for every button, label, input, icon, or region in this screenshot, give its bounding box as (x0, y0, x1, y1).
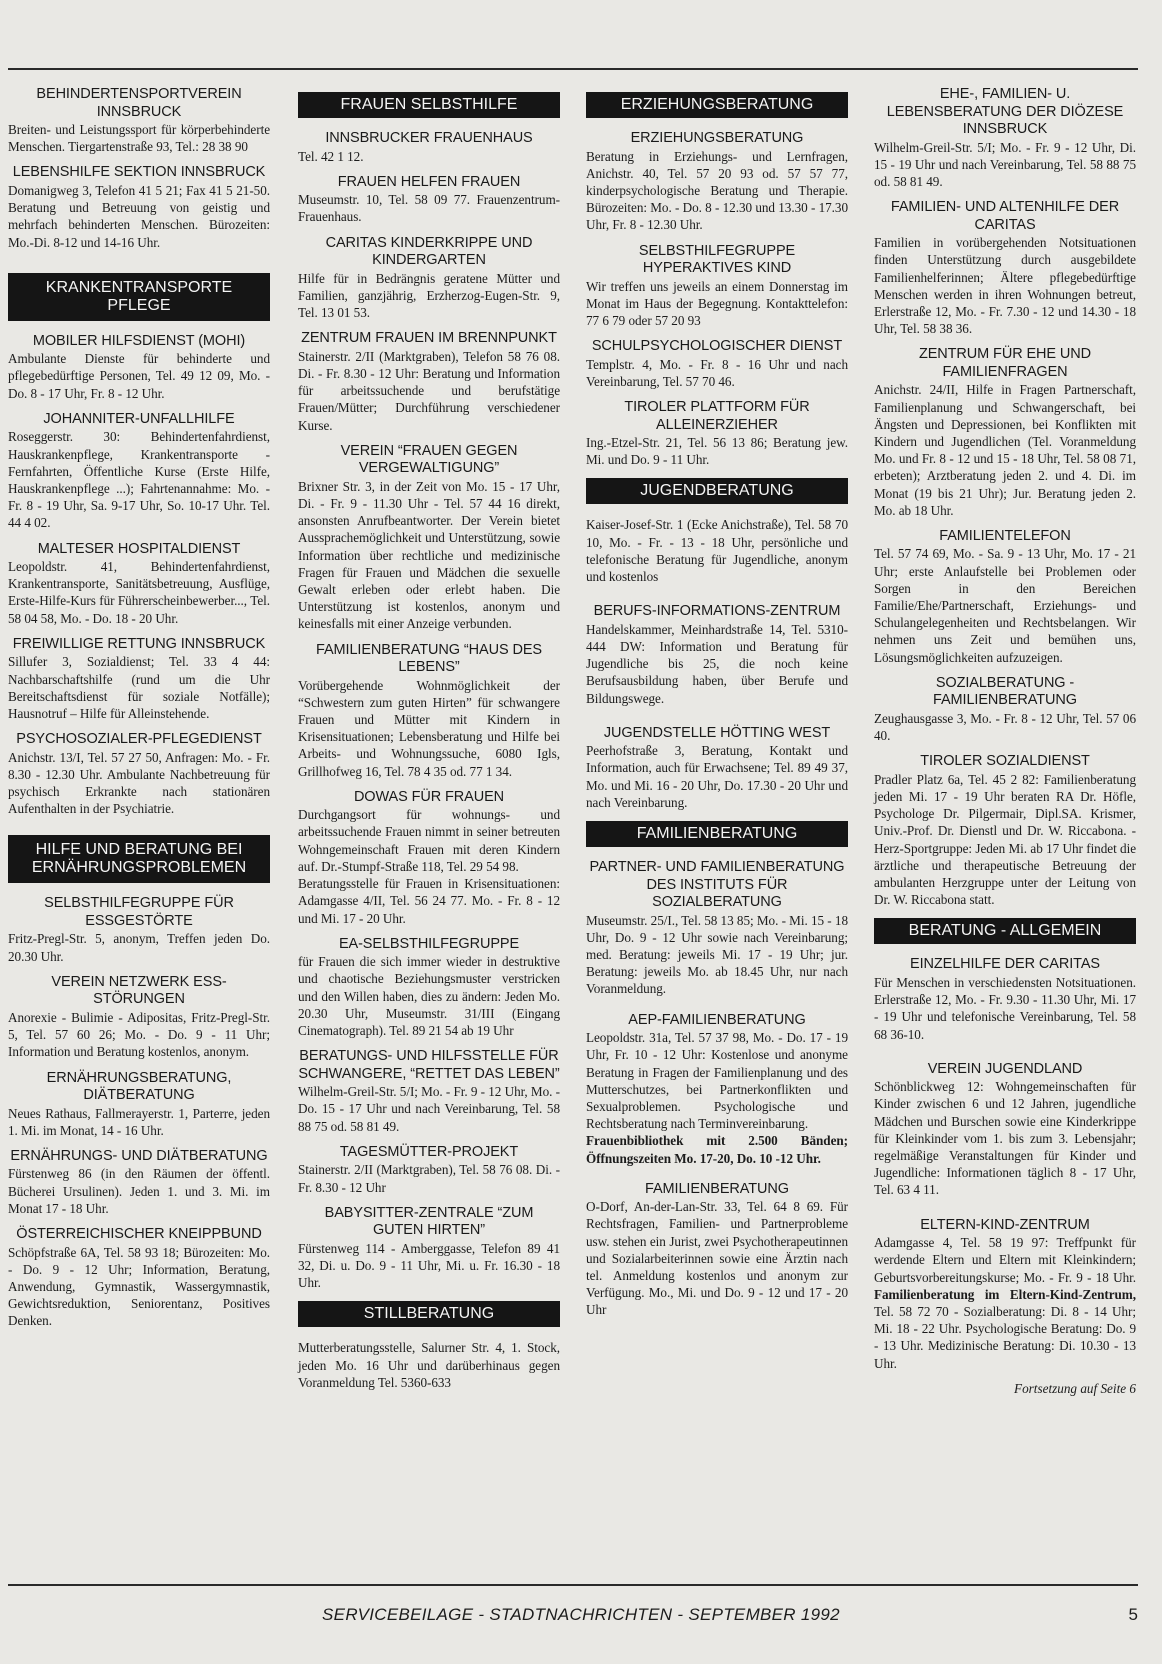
entry-title: ÖSTERREICHISCHER KNEIPPBUND (16, 1226, 262, 1243)
entry-body: Leopoldstr. 31a, Tel. 57 37 98, Mo. - Do. 17 - 19 Uhr, Fr. 10 - 12 Uhr: Kostenlose und anonyme Beratung in Fragen der Familienplanung und des Mutterschutzes, bei Partnerkonflikten und Sexualproblemen. Psychologische und Rechtsberatung nach Terminvereinbarung. (586, 1030, 848, 1132)
top-rule (8, 68, 1138, 70)
entry-title: TIROLER PLATTFORM FÜR ALLEINERZIEHER (624, 399, 810, 433)
entry-body: Vorübergehende Wohnmöglichkeit der “Schwestern zum guten Hirten” für schwangere Frauen und Mütter mit Kindern in Krisensituationen; Lebensberatung und Hilfe bei Arbeits- und Wohnungssuche, 6080 Igls, Grillhofweg 16, Tel. 78 4 35 od. 77 1 34. (298, 677, 560, 779)
entry-title: BABYSITTER-ZENTRALE “ZUM GUTEN HIRTEN” (324, 1204, 534, 1239)
entry-title: FAMILIENBERATUNG “HAUS DES LEBENS” (316, 641, 542, 676)
entry-body: Kaiser-Josef-Str. 1 (Ecke Anichstraße), Tel. 58 70 10, Mo. - Fr. - 13 - 18 Uhr, persönliche und telefonische Beratung für Jugendliche, anonym und kostenlos (586, 517, 848, 585)
section-heading-erziehungsberatung: ERZIEHUNGSBERATUNG (586, 92, 848, 118)
entry-body: Wir treffen uns jeweils an einem Donnerstag im Monat im Haus der Begegnung. Kontakttelefon: 77 6 79 oder 57 20 93 (586, 278, 848, 328)
entry-body: Zeughausgasse 3, Mo. - Fr. 8 - 12 Uhr, Tel. 57 06 40. (874, 710, 1136, 744)
entry-title: VEREIN JUGENDLAND (927, 1060, 1083, 1077)
entry-body: Für Menschen in verschiedensten Notsituationen. Erlerstraße 12, Mo. - Fr. 9.30 - 11.30 Uhr, Mi. 17 - 19 Uhr und telefonische Vereinbarung, Tel. 58 68 36-10. (874, 974, 1136, 1042)
entry-body: Beratung in Erziehungs- und Lernfragen, Anichstr. 40, Tel. 57 20 93 od. 57 57 77, kinderpsychologische Beratung und Therapie. Bürozeiten: Mo. - Do. 8 - 12.30 und 13.30 - 17.30 Uhr, Fr. 8 - 12.30 Uhr. (586, 148, 848, 233)
entry-title: EINZELHILFE DER CARITAS (910, 956, 1100, 973)
entry-title: SCHULPSYCHOLOGISCHER DIENST (591, 338, 843, 355)
entry-body: Brixner Str. 3, in der Zeit von Mo. 15 - 17 Uhr, Di. - Fr. 9 - 11.30 Uhr - Tel. 57 44 16 direkt, ansonsten Anrufbeantworter. Der Verein bietet Aussprachemöglichkeit und Unterstützung, sowie Information über rechtliche und medizinische Fragen für Frauen und Mädchen die sexuelle Gewalt erleben oder erlebt haben. Die Unterstützung ist kostenlos, anonym und keinesfalls mit einer Anzeige verbunden. (298, 478, 560, 632)
entry-body-highlight: Familienberatung im Eltern-Kind-Zentrum, (874, 1286, 1136, 1302)
entry-body: Roseggerstr. 30: Behindertenfahrdienst, Hauskrankenpflege, Krankentransporte - Fernfahrten, Öffentliche Kurse (Erste Hilfe, Hauskrankenpflege ...); Fahrtenannahme: Mo. - Fr. 8 - 19 Uhr, Sa. 9-17 Uhr, So. 10-17 Uhr. Tel. 44 4 02. (8, 429, 270, 531)
entry-title: FAMILIEN- UND ALTENHILFE DER CARITAS (890, 199, 1120, 233)
directory-columns (8, 86, 1140, 1571)
entry-title: EHE-, FAMILIEN- U. LEBENSBERATUNG DER DIÖZESE INNSBRUCK (886, 86, 1124, 137)
entry-title: LEBENSHILFE SEKTION INNSBRUCK (12, 164, 266, 181)
entry-title: CARITAS KINDERKRIPPE UND KINDERGARTEN (325, 234, 533, 269)
section-heading-krankentransporte: KRANKENTRANSPORTE PFLEGE (8, 273, 270, 321)
entry-body: Domanigweg 3, Telefon 41 5 21; Fax 41 5 21-50. Beratung und Betreuung von geistig und mehrfach behinderten Menschen. Bürozeiten: Mo.-Di. 8-12 und 14-16 Uhr. (8, 182, 270, 250)
section-heading-jugendberatung: JUGENDBERATUNG (586, 478, 848, 504)
entry-body: Fürstenweg 86 (in den Räumen der öffentl. Bücherei Ursulinen). Jeden 1. und 3. Mi. im Monat 17 - 18 Uhr. (8, 1166, 270, 1216)
entry-title: MALTESER HOSPITALDIENST (37, 540, 241, 557)
entry-title: VEREIN “FRAUEN GEGEN VERGEWALTIGUNG” (340, 442, 518, 477)
entry-title: BEHINDERTENSPORTVEREIN INNSBRUCK (36, 86, 242, 120)
entry-title: DOWAS FÜR FRAUEN (353, 788, 505, 805)
entry-body (874, 1234, 1136, 1372)
entry-title: PARTNER- UND FAMILIENBERATUNG DES INSTITUTS FÜR SOZIALBERATUNG (589, 859, 845, 911)
entry-body: Durchgangsort für wohnungs- und arbeitssuchende Frauen nimmt in seiner betreuten Wohngemeinschaft Frauen mit deren Kindern auf. Dr.-Stumpf-Straße 118, Tel. 29 54 98. (298, 807, 560, 874)
entry-title: SELBSTHILFEGRUPPE FÜR ESSGESTÖRTE (44, 895, 234, 929)
entry-body: Museumstr. 10, Tel. 58 09 77. Frauenzentrum-Frauenhaus. (298, 192, 560, 225)
entry-title: ERNÄHRUNGSBERATUNG, DIÄTBERATUNG (46, 1069, 232, 1103)
entry-body-highlight: Frauenbibliothek mit 2.500 Bänden; Öffnungszeiten Mo. 17-20, Do. 10 -12 Uhr. (586, 1133, 848, 1166)
entry-body: Fritz-Pregl-Str. 5, anonym, Treffen jeden Do. 20.30 Uhr. (8, 931, 270, 964)
column-2 (298, 86, 560, 1400)
entry-title: ZENTRUM FÜR EHE UND FAMILIENFRAGEN (918, 346, 1092, 380)
entry-title: TAGESMÜTTER-PROJEKT (339, 1143, 519, 1160)
entry-body: Beratungsstelle für Frauen in Krisensituationen: Adamgasse 4/II, Tel. 56 24 77. Mo. - Fr. 8 - 12 und Mi. 17 - 20 Uhr. (298, 876, 560, 926)
entry-body: Leopoldstr. 41, Behindertenfahrdienst, Krankentransporte, Sanitätsbetreuung, Ausflüge, Erste-Hilfe-Kurs für Führerscheinbewerber..., Tel. 58 04 58, Mo. - Do. 18 - 20 Uhr. (8, 559, 270, 626)
footer-title: SERVICEBEILAGE - STADTNACHRICHTEN - SEPTEMBER 1992 (322, 1605, 840, 1624)
entry-title: JUGENDSTELLE HÖTTING WEST (603, 724, 831, 741)
entry-title: FRAUEN HELFEN FRAUEN (337, 173, 521, 190)
entry-title: ERNÄHRUNGS- UND DIÄTBERATUNG (10, 1147, 268, 1164)
entry-body: Schöpfstraße 6A, Tel. 58 93 18; Bürozeiten: Mo. - Do. 9 - 12 Uhr; Information, Beratung, Anwendung, Gymnastik, Wassergymnastik, Gewichtsreduktion, Seniorentanz, Positives Denken. (8, 1244, 270, 1329)
entry-title: ZENTRUM FRAUEN IM BRENNPUNKT (301, 330, 557, 347)
entry-title: FAMILIENBERATUNG (645, 1180, 789, 1197)
entry-body: Neues Rathaus, Fallmerayerstr. 1, Parterre, jeden 1. Mi. im Monat, 14 - 16 Uhr. (8, 1105, 270, 1138)
entry-title: VEREIN NETZWERK ESS-STÖRUNGEN (51, 973, 227, 1008)
entry-body: Familien in vorübergehenden Notsituationen finden Unterstützung durch ausgebildete Familienhelferinnen; Ältere pflegebedürftige Menschen werden in ihren Wohnungen betreut, Erlerstraße 12, Mo. - Fr. 7.30 - 12 und 14.30 - 18 Uhr, Tel. 58 38 36. (874, 235, 1136, 337)
entry-title: EA-SELBSTHILFEGRUPPE (338, 935, 520, 952)
section-heading-frauen-selbsthilfe: FRAUEN SELBSTHILFE (298, 92, 560, 118)
entry-title: TIROLER SOZIALDIENST (920, 753, 1090, 770)
entry-title: FAMILIENTELEFON (939, 527, 1071, 544)
entry-title: AEP-FAMILIENBERATUNG (628, 1011, 806, 1028)
entry-body: Anichstr. 13/I, Tel. 57 27 50, Anfragen: Mo. - Fr. 8.30 - 12.30 Uhr. Ambulante Nachbetreuung für psychisch Erkrankte nach stationären Aufenthalten in der Psychiatrie. (8, 749, 270, 817)
page-number: 5 (1128, 1605, 1138, 1624)
entry-body: Anorexie - Bulimie - Adipositas, Fritz-Pregl-Str. 5, Tel. 57 60 26; Mo. - Do. 9 - 11 Uhr; Information und Beratung kostenlos, anonym. (8, 1009, 270, 1060)
column-1 (8, 86, 270, 1339)
entry-body: Anichstr. 24/II, Hilfe in Fragen Partnerschaft, Familienplanung und Schwangerschaft, bei Ängsten und Depressionen, bei Konflikten mit Kindern und Jugendlichen (Tel. Voranmeldung Mo. und Fr. 8 - 12 und 15 - 18 Uhr, Tel. 58 08 71, erbeten); Arztberatung jeden 2. und 4. Di. im Monat (19 bis 21 Uhr); Jur. Beratung jeden 2. Mo. ab 18 Uhr. (874, 382, 1136, 518)
entry-body: Schönblickweg 12: Wohngemeinschaften für Kinder zwischen 6 und 12 Jahren, jugendliche Mädchen und Burschen sowie eine Kinderkrippe für Kleinkinder vom 1. bis zum 3. Lebensjahr; regelmäßige Veranstaltungen für Kinder und Jugendliche: Informationen täglich 8 - 17 Uhr, Tel. 63 4 11. (874, 1079, 1136, 1198)
entry-title: JOHANNITER-UNFALLHILFE (43, 410, 235, 427)
entry-body: Pradler Platz 6a, Tel. 45 2 82: Familienberatung jeden Mi. 17 - 19 Uhr beraten RA Dr. Höfle, Psychologe Dr. Pilgermair, Dipl.SA. Krismer, Univ.-Prof. Dr. Dienstl und Dr. W. Riccabona. - Herz-Sportgruppe: Jeden Mi. ab 17 Uhr findet die ärztliche und therapeutische Betreuung der ambulanten Herzgruppe unter der Leitung von Dr. W. Riccabona statt. (874, 771, 1136, 908)
entry-body: Handelskammer, Meinhardstraße 14, Tel. 5310-444 DW: Information und Beratung für Jugendliche bis 25, die noch keine Berufsausbildung haben, über Berufe und Bildungswege. (586, 621, 848, 706)
entry-title: SELBSTHILFEGRUPPE HYPERAKTIVES KIND (638, 242, 796, 277)
entry-body: Stainerstr. 2/II (Marktgraben), Tel. 58 76 08. Di. - Fr. 8.30 - 12 Uhr (298, 1162, 560, 1195)
bottom-rule (8, 1584, 1138, 1586)
entry-body: O-Dorf, An-der-Lan-Str. 33, Tel. 64 8 69. Für Rechtsfragen, Familien- und Partnerprobleme usw. stehen ein Jurist, zwei Psychotherapeutinnen und Sozialarbeiterinnen sowie eine Ärztin nach tel. Anmeldung kostenlos und anonym zur Verfügung. Mo., Mi. und Do. 9 - 12 und 17 - 20 Uhr (586, 1199, 848, 1318)
entry-body: Ambulante Dienste für behinderte und pflegebedürftige Personen, Tel. 49 12 09, Mo. - Do. 8 - 17 Uhr, Fr. 8 - 12 Uhr. (8, 351, 270, 401)
section-heading-beratung-allgemein: BERATUNG - ALLGEMEIN (874, 918, 1136, 944)
entry-body: Breiten- und Leistungssport für körperbehinderte Menschen. Tiergartenstraße 93, Tel.: 28 38 90 (8, 122, 270, 155)
section-heading-familienberatung: FAMILIENBERATUNG (586, 821, 848, 847)
entry-title: INNSBRUCKER FRAUENHAUS (325, 130, 533, 146)
entry-title: BERATUNGS- UND HILFSSTELLE FÜR SCHWANGERE, “RETTET DAS LEBEN” (298, 1048, 560, 1082)
entry-body: Mutterberatungsstelle, Salurner Str. 4, 1. Stock, jeden Mo. 16 Uhr und darüberhinaus gegen Voranmeldung Tel. 5360-633 (298, 1340, 560, 1390)
entry-title: FREIWILLIGE RETTUNG INNSBRUCK (12, 635, 266, 652)
entry-body: Stainerstr. 2/II (Marktgraben), Telefon 58 76 08. Di. - Fr. 8.30 - 12 Uhr: Beratung und Information für arbeitssuchende und berufstätige Frauen/Mütter; Durchführung verschiedener Kurse. (298, 348, 560, 433)
section-heading-stillberatung: STILLBERATUNG (298, 1301, 560, 1327)
entry-title: SOZIALBERATUNG - FAMILIENBERATUNG (933, 674, 1077, 709)
entry-body-text: Adamgasse 4, Tel. 58 19 97: Treffpunkt für werdende Eltern und Eltern mit Kleinkindern; Geburtsvorbereitungskurse; Mo. - Fr. 9 - 18 Uhr. (874, 1235, 1136, 1285)
entry-title: MOBILER HILFSDIENST (MOHI) (32, 332, 246, 349)
entry-body: Templstr. 4, Mo. - Fr. 8 - 16 Uhr und nach Vereinbarung, Tel. 57 70 46. (586, 356, 848, 389)
entry-body: für Frauen die sich immer wieder in destruktive und chaotische Beziehungsmuster verstricken und den Willen haben, dies zu ändern: Jeden Mo. 20.30 Uhr, Museumstr. 31/III (Eingang Cinematograph). Tel. 89 21 54 ab 19 Uhr (298, 954, 560, 1039)
entry-body: Sillufer 3, Sozialdienst; Tel. 33 4 44: Nachbarschaftshilfe (rund um die Uhr Bereitschaftsdienst für soziale Notfälle); Hausnotruf – Hilfe für Alleinstehende. (8, 654, 270, 721)
entry-title: PSYCHOSOZIALER-PFLEGEDIENST (16, 731, 262, 748)
entry-body: Tel. 57 74 69, Mo. - Sa. 9 - 13 Uhr, Mo. 17 - 21 Uhr; erste Anlaufstelle bei Problemen oder Sorgen in den Bereichen Familie/Ehe/Partnerschaft, Erziehungs- und Schulangelegenheiten und Rechtsbelangen. Wir nehmen uns Zeit und bemühen uns, Lösungsmöglichkeiten aufzuzeigen. (874, 546, 1136, 665)
entry-body: Peerhofstraße 3, Beratung, Kontakt und Information, auch für Erwachsene; Tel. 89 49 37, Mo. und Mi. 16 - 20 Uhr, Do. 17.30 - 20 Uhr und nach Vereinbarung. (586, 743, 848, 810)
section-heading-ernaehrung: HILFE UND BERATUNG BEI ERNÄHRUNGSPROBLEMEN (8, 835, 270, 883)
entry-body: Tel. 42 1 12. (298, 148, 364, 164)
entry-body: Fürstenweg 114 - Amberggasse, Telefon 89 41 32, Di. u. Do. 9 - 11 Uhr, Mi. u. Fr. 16.30 - 18 Uhr. (298, 1240, 560, 1291)
entry-title: ERZIEHUNGSBERATUNG (630, 130, 804, 146)
entry-title: BERUFS-INFORMATIONS-ZENTRUM (593, 603, 841, 620)
entry-title: ELTERN-KIND-ZENTRUM (920, 1216, 1090, 1233)
entry-body: Wilhelm-Greil-Str. 5/I; Mo. - Fr. 9 - 12 Uhr, Mo. - Do. 15 - 17 Uhr und nach Vereinbarung, Tel. 58 88 75 od. 58 81 49. (298, 1084, 560, 1134)
entry-body-text: Tel. 58 72 70 - Sozialberatung: Di. 8 - 14 Uhr; Mi. 18 - 22 Uhr. Psychologische Beratung: Do. 9 - 13 Uhr. Medizinische Beratung: Di. 10.30 - 13 Uhr. (874, 1303, 1136, 1371)
continuation-note: Fortsetzung auf Seite 6 (1014, 1380, 1136, 1396)
entry-body: Hilfe für in Bedrängnis geratene Mütter und Familien, ganzjährig, Erzherzog-Eugen-Str. 9, Tel. 13 01 53. (298, 270, 560, 321)
entry-body: Wilhelm-Greil-Str. 5/I; Mo. - Fr. 9 - 12 Uhr, Di. 15 - 19 Uhr und nach Vereinbarung, Tel. 58 88 75 od. 58 81 49. (874, 139, 1136, 189)
entry-body: Museumstr. 25/I., Tel. 58 13 85; Mo. - Mi. 15 - 18 Uhr, Do. 9 - 12 Uhr sowie nach Vereinbarung; med. Beratung: jeweils Mi. 17 - 19 Uhr; jur. Beratung: jeweils Mo. ab 18.45 Uhr, nur nach Voranmeldung. (586, 912, 848, 997)
column-4 (874, 86, 1136, 1410)
column-3 (586, 86, 848, 1328)
entry-body: Ing.-Etzel-Str. 21, Tel. 56 13 86; Beratung jew. Mi. und Do. 9 - 11 Uhr. (586, 435, 848, 468)
